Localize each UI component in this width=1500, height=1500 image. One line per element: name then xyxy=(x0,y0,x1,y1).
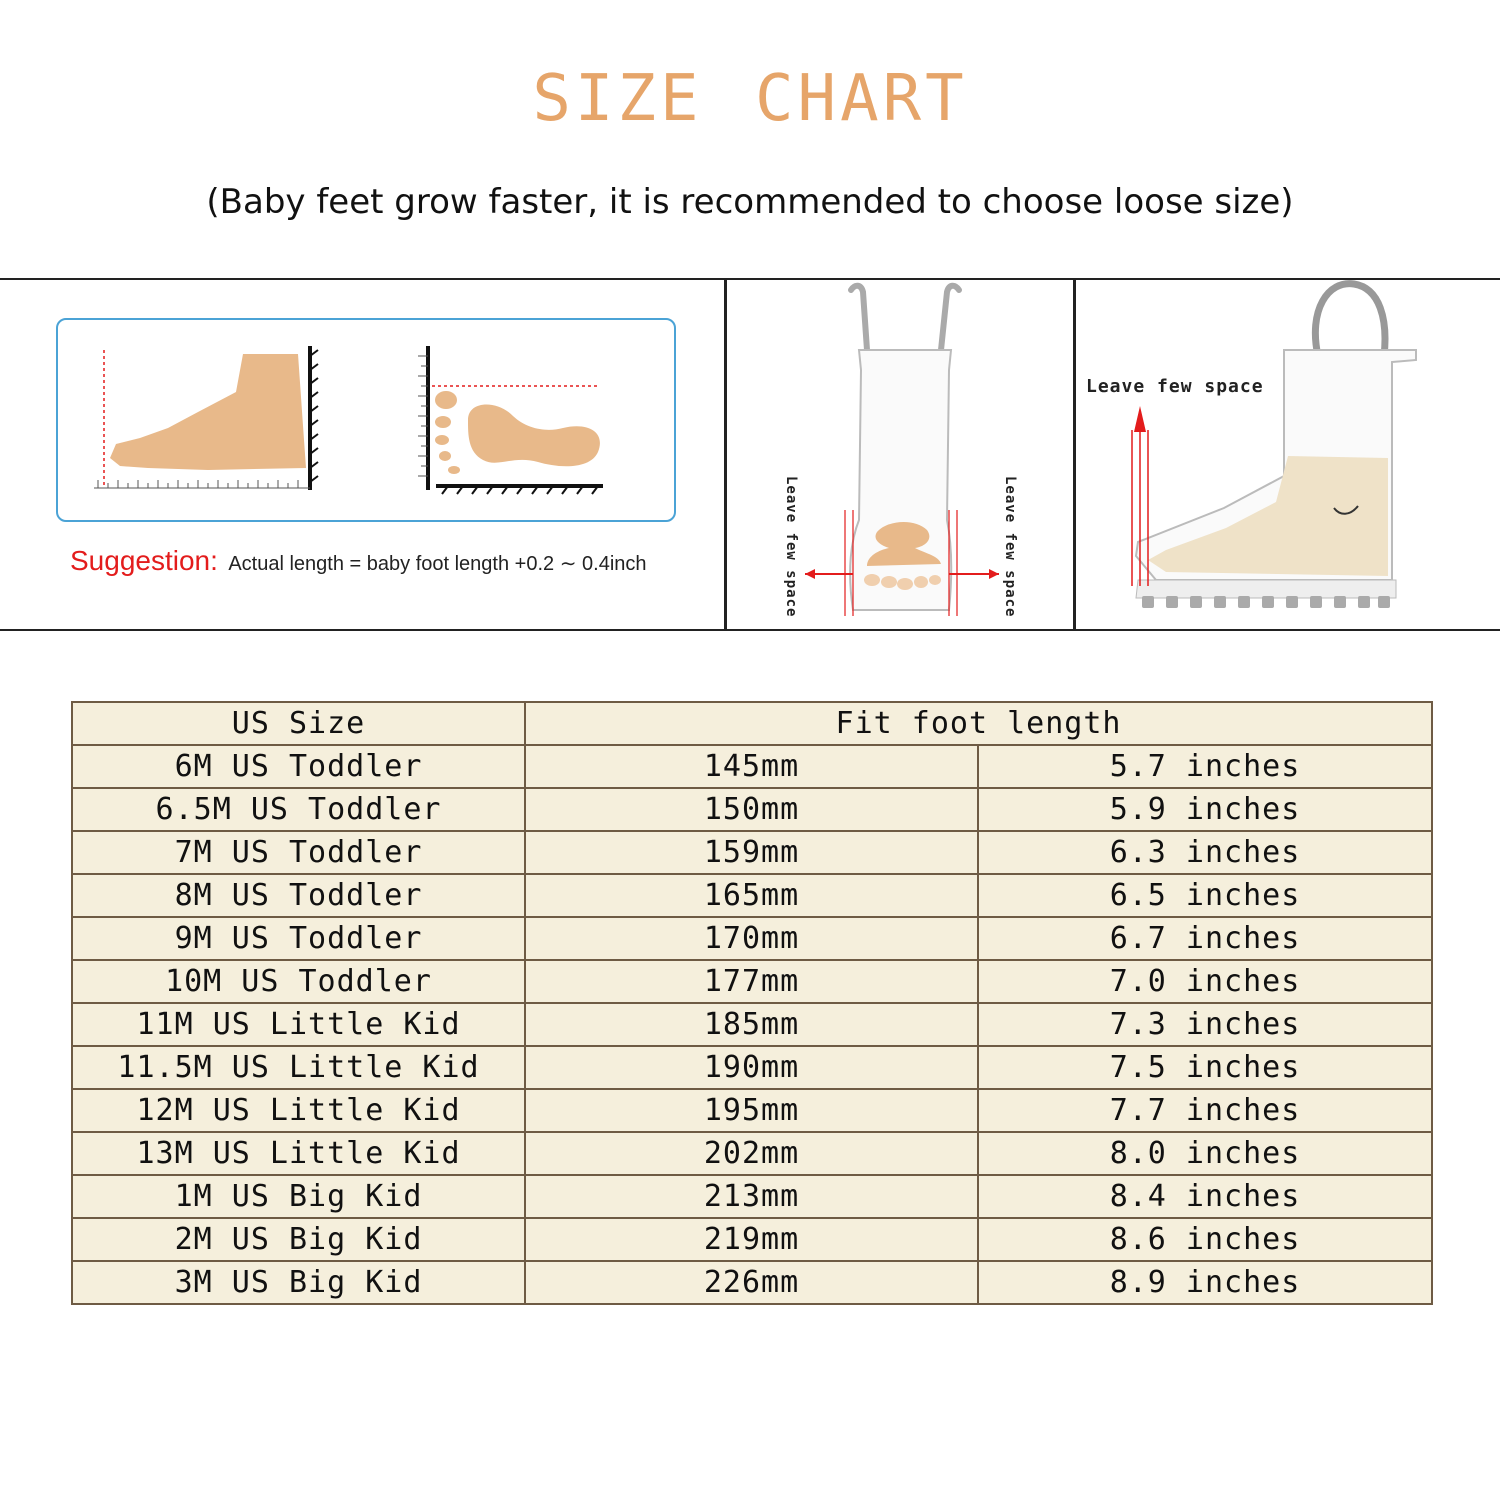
inches-cell: 8.9 inches xyxy=(978,1261,1432,1304)
leave-space-top-label: Leave few space xyxy=(1086,376,1264,397)
size-cell: 6.5M US Toddler xyxy=(72,788,525,831)
size-cell: 13M US Little Kid xyxy=(72,1132,525,1175)
size-cell: 11.5M US Little Kid xyxy=(72,1046,525,1089)
table-row xyxy=(72,1175,1432,1218)
suggestion-text: Actual length = baby foot length +0.2 ∼ 0.4inch xyxy=(228,553,647,575)
mm-cell: 185mm xyxy=(525,1003,978,1046)
inches-cell: 5.9 inches xyxy=(978,788,1432,831)
table-row xyxy=(72,745,1432,788)
table-row xyxy=(72,960,1432,1003)
table-row xyxy=(72,1218,1432,1261)
inches-cell: 8.0 inches xyxy=(978,1132,1432,1175)
bottom-divider xyxy=(0,629,1500,631)
size-cell: 6M US Toddler xyxy=(72,745,525,788)
table-row xyxy=(72,1261,1432,1304)
mm-cell: 150mm xyxy=(525,788,978,831)
inches-cell: 7.5 inches xyxy=(978,1046,1432,1089)
leave-space-right-label: Leave few space xyxy=(1002,476,1018,618)
size-cell: 12M US Little Kid xyxy=(72,1089,525,1132)
boot-front-illustration xyxy=(727,280,1073,628)
mm-cell: 170mm xyxy=(525,917,978,960)
table-row xyxy=(72,831,1432,874)
table-row xyxy=(72,917,1432,960)
table-row xyxy=(72,1089,1432,1132)
mm-cell: 165mm xyxy=(525,874,978,917)
table-header-row xyxy=(72,702,1432,745)
page-subtitle: (Baby feet grow faster, it is recommended to choose loose size) xyxy=(206,182,1294,222)
mm-cell: 177mm xyxy=(525,960,978,1003)
suggestion-note xyxy=(70,545,647,577)
foot-measurement-illustration xyxy=(56,318,676,522)
size-cell: 3M US Big Kid xyxy=(72,1261,525,1304)
table-row xyxy=(72,1003,1432,1046)
header-us-size: US Size xyxy=(72,702,525,745)
table-row xyxy=(72,1132,1432,1175)
size-cell: 2M US Big Kid xyxy=(72,1218,525,1261)
header-fit-foot-length: Fit foot length xyxy=(525,702,1432,745)
size-cell: 11M US Little Kid xyxy=(72,1003,525,1046)
mm-cell: 219mm xyxy=(525,1218,978,1261)
mm-cell: 213mm xyxy=(525,1175,978,1218)
footprint-icon xyxy=(418,346,603,494)
size-cell: 8M US Toddler xyxy=(72,874,525,917)
inches-cell: 8.4 inches xyxy=(978,1175,1432,1218)
size-cell: 7M US Toddler xyxy=(72,831,525,874)
inches-cell: 6.5 inches xyxy=(978,874,1432,917)
size-table-body xyxy=(72,745,1432,1304)
size-cell: 9M US Toddler xyxy=(72,917,525,960)
inches-cell: 7.0 inches xyxy=(978,960,1432,1003)
mm-cell: 159mm xyxy=(525,831,978,874)
side-foot-icon xyxy=(94,346,318,490)
size-cell: 1M US Big Kid xyxy=(72,1175,525,1218)
leave-space-left-label: Leave few space xyxy=(783,476,799,618)
table-row xyxy=(72,874,1432,917)
size-table xyxy=(71,701,1433,1305)
inches-cell: 7.7 inches xyxy=(978,1089,1432,1132)
inches-cell: 8.6 inches xyxy=(978,1218,1432,1261)
mm-cell: 226mm xyxy=(525,1261,978,1304)
inches-cell: 5.7 inches xyxy=(978,745,1432,788)
page-title: SIZE CHART xyxy=(532,62,968,136)
inches-cell: 6.3 inches xyxy=(978,831,1432,874)
size-cell: 10M US Toddler xyxy=(72,960,525,1003)
mm-cell: 190mm xyxy=(525,1046,978,1089)
table-row xyxy=(72,788,1432,831)
inches-cell: 7.3 inches xyxy=(978,1003,1432,1046)
table-row xyxy=(72,1046,1432,1089)
mm-cell: 202mm xyxy=(525,1132,978,1175)
boot-side-illustration xyxy=(1076,280,1500,628)
mm-cell: 145mm xyxy=(525,745,978,788)
foot-measure-svg xyxy=(58,320,674,520)
mm-cell: 195mm xyxy=(525,1089,978,1132)
inches-cell: 6.7 inches xyxy=(978,917,1432,960)
suggestion-label: Suggestion: xyxy=(70,545,218,576)
